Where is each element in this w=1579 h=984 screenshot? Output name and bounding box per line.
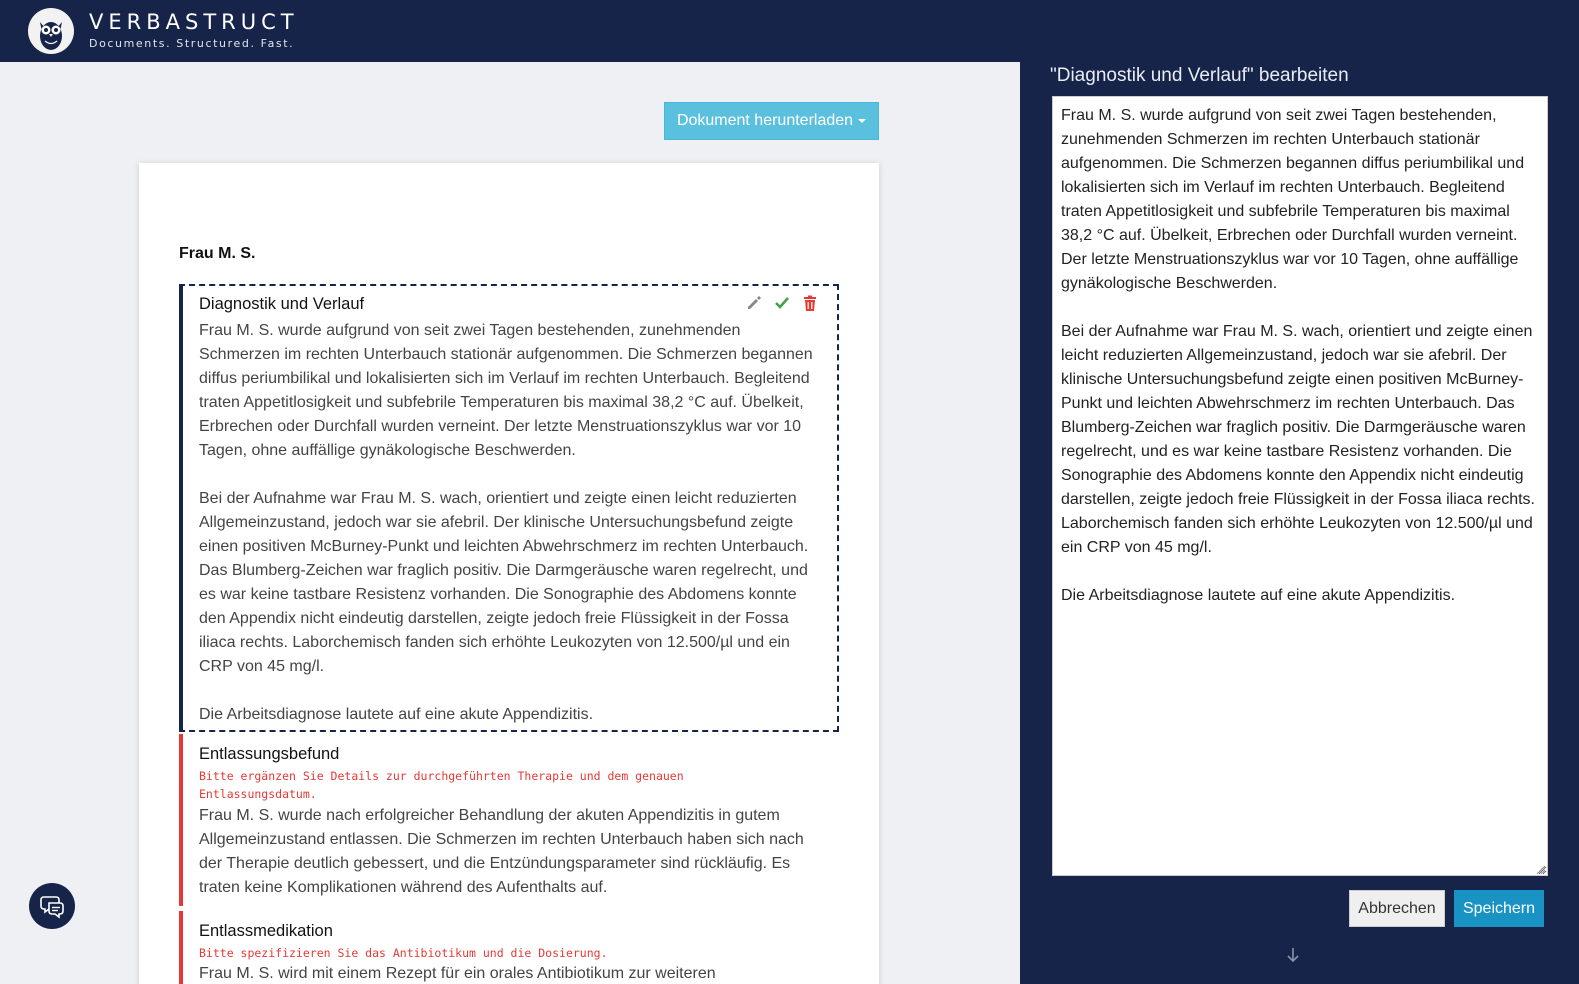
patient-name: Frau M. S. bbox=[179, 245, 256, 262]
section-entlassmedikation[interactable] bbox=[179, 911, 839, 984]
section-entlassungsbefund[interactable] bbox=[179, 734, 839, 906]
section-body: Frau M. S. wird mit einem Rezept für ein orales Antibiotikum zur weiteren bbox=[199, 965, 716, 982]
brand-tagline: Documents. Structured. Fast. bbox=[89, 37, 295, 50]
owl-icon[interactable] bbox=[28, 8, 74, 54]
trash-icon[interactable] bbox=[801, 294, 819, 312]
editor-panel bbox=[1020, 62, 1579, 984]
cancel-button[interactable]: Abbrechen bbox=[1349, 890, 1445, 927]
save-button[interactable]: Speichern bbox=[1454, 890, 1544, 927]
section-warning: Bitte spezifizieren Sie das Antibiotikum und die Dosierung. bbox=[199, 946, 608, 960]
pencil-icon[interactable] bbox=[745, 294, 763, 312]
section-diagnostik-und-verlauf[interactable] bbox=[179, 284, 839, 732]
section-title: Diagnostik und Verlauf bbox=[199, 295, 365, 313]
download-document-button[interactable] bbox=[664, 102, 879, 140]
arrow-down-icon[interactable] bbox=[1283, 945, 1303, 965]
editor-title: "Diagnostik und Verlauf" bearbeiten bbox=[1050, 65, 1349, 86]
section-title: Entlassungsbefund bbox=[199, 745, 340, 763]
caret-down-icon bbox=[858, 119, 866, 123]
check-icon[interactable] bbox=[773, 294, 791, 312]
chat-bubble-icon bbox=[37, 891, 67, 921]
section-title: Entlassmedikation bbox=[199, 922, 333, 940]
download-document-label: Dokument herunterladen bbox=[676, 112, 854, 129]
brand-name: VERBASTRUCT bbox=[89, 10, 299, 34]
section-body: Frau M. S. wurde aufgrund von seit zwei Tagen bestehenden, zunehmenden Schmerzen im rechten Unterbauch stationär aufgenommen. Die Schmerzen begannen diffus periumbilikal und lokalisierten sich im Verlauf im rechten Unterbauch. Begleitend traten Appetitlosigkeit und subfebrile Temperaturen bis maximal 38,2 °C auf. Übelkeit, Erbrechen oder Durchfall wurden verneint. Der letzte Menstruationszyklus war vor 10 Tagen, ohne auffällige gynäkologische Beschwerden. Bei der Aufnahme war Frau M. S. wach, orientiert und zeigte einen leicht reduzierten Allgemeinzustand, jedoch war sie afebril. Der klinische Untersuchungsbefund zeigte einen positiven McBurney-Punkt und leichten Abwehrschmerz im rechten Unterbauch. Das Blumberg-Zeichen war fraglich positiv. Die Darmgeräusche waren regelrecht, und es war keine tastbare Resistenz vorhanden. Die Sonographie des Abdomens konnte den Appendix nicht eindeutig darstellen, zeigte jedoch freie Flüssigkeit in der Fossa iliaca rechts. Laborchemisch fanden sich erhöhte Leukozyten von 12.500/µl und ein CRP von 45 mg/l. Die Arbeitsdiagnose lautete auf eine akute Appendizitis. bbox=[199, 322, 813, 723]
section-toolbar bbox=[745, 294, 819, 312]
section-body: Frau M. S. wurde nach erfolgreicher Behandlung der akuten Appendizitis in gutem Allgemeinzustand entlassen. Die Schmerzen im rechten Unterbauch haben sich nach der Therapie deutlich gebessert, und die Entzündungsparameter sind rückläufig. Es traten keine Komplikationen während des Aufenthalts auf. bbox=[199, 807, 804, 896]
chat-button[interactable] bbox=[29, 883, 75, 929]
document-paper bbox=[139, 163, 879, 984]
section-warning: Bitte ergänzen Sie Details zur durchgeführten Therapie und dem genauen Entlassungsdatum. bbox=[199, 769, 684, 801]
resize-handle-icon[interactable] bbox=[1535, 864, 1545, 874]
editor-textarea[interactable]: Frau M. S. wurde aufgrund von seit zwei Tagen bestehenden, zunehmenden Schmerzen im rechten Unterbauch stationär aufgenommen. Die Schmerzen begannen diffus periumbilikal und lokalisierten sich im Verlauf im rechten Unterbauch. Begleitend traten Appetitlosigkeit und subfebrile Temperaturen bis maximal 38,2 °C auf. Übelkeit, Erbrechen oder Durchfall wurden verneint. Der letzte Menstruationszyklus war vor 10 Tagen, ohne auffällige gynäkologische Beschwerden. Bei der Aufnahme war Frau M. S. wach, orientiert und zeigte einen leicht reduzierten Allgemeinzustand, jedoch war sie afebril. Der klinische Untersuchungsbefund zeigte einen positiven McBurney-Punkt und leichten Abwehrschmerz im rechten Unterbauch. Das Blumberg-Zeichen war fraglich positiv. Die Darmgeräusche waren regelrecht, und es war keine tastbare Resistenz vorhanden. Die Sonographie des Abdomens konnte den Appendix nicht eindeutig darstellen, zeigte jedoch freie Flüssigkeit in der Fossa iliaca rechts. Laborchemisch fanden sich erhöhte Leukozyten von 12.500/µl und ein CRP von 45 mg/l. Die Arbeitsdiagnose lautete auf eine akute Appendizitis. bbox=[1052, 96, 1548, 876]
top-navbar bbox=[0, 0, 1579, 62]
